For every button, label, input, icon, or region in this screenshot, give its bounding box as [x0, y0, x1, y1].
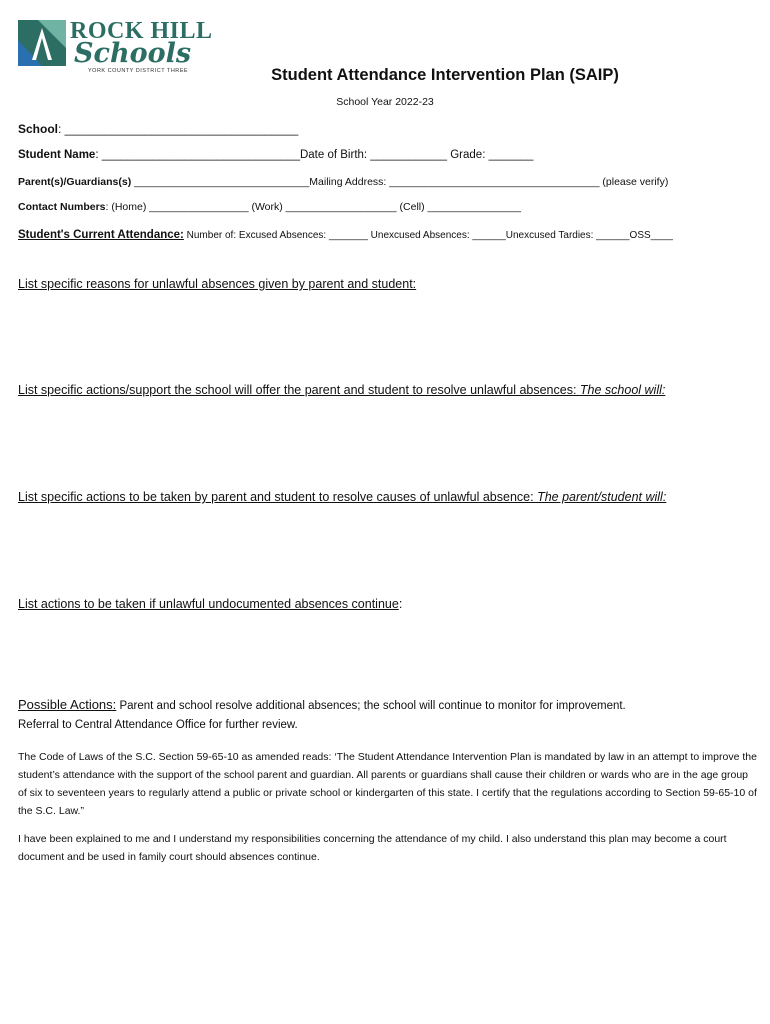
- parent-label: Parent(s)/Guardians(s): [18, 176, 132, 188]
- section-parent-actions-text: List specific actions to be taken by parent and student to resolve causes of unlawful absence:: [18, 490, 538, 504]
- parent-blanks: ______________________________Mailing Address: ____________________________________ (please verify): [131, 176, 669, 188]
- attendance-blanks: Number of: Excused Absences: _______ Unexcused Absences: ______Unexcused Tardies: ______OSS____: [183, 230, 673, 241]
- section-reasons: List specific reasons for unlawful absences given by parent and student:: [18, 277, 417, 291]
- contact-label: Contact Numbers: [18, 201, 106, 213]
- school-blank: : ___________________________________: [58, 122, 299, 136]
- logo-text-schools: Schools: [74, 38, 192, 69]
- school-year: School Year 2022-23: [336, 96, 434, 108]
- law-paragraph: The Code of Laws of the S.C. Section 59-65-10 as amended reads: ‘The Student Attendance Intervention Plan is mandated by law in an attempt to improve the student’s attendance with the support of the school parent and guardian. All parents or guardians shall cause their children or wards who are in the age group of six to seventeen years to regularly attend a public or private school or kindergarten of this state. I certify that the regulations according to Section 59-65-10 of the S.C. Law.”: [18, 751, 757, 817]
- section-school-actions: [18, 383, 665, 397]
- possible-actions: [18, 697, 626, 712]
- section-school-actions-text: List specific actions/support the school will offer the parent and student to resolve unlawful absences:: [18, 383, 580, 397]
- student-name-blanks: : _______________________________Date of Birth: ____________ Grade: _______: [95, 149, 534, 161]
- student-name-label: Student Name: [18, 149, 96, 161]
- contact-field[interactable]: [18, 201, 521, 213]
- section-continue-actions: [18, 597, 402, 611]
- possible-actions-label: Possible Actions:: [18, 697, 117, 712]
- contact-blanks: : (Home) _________________ (Work) ___________________ (Cell) ________________: [105, 201, 521, 213]
- attendance-label: Student's Current Attendance:: [18, 229, 184, 241]
- section-parent-actions: [18, 490, 666, 504]
- document-title: Student Attendance Intervention Plan (SAIP): [271, 66, 619, 84]
- student-name-field[interactable]: [18, 149, 533, 161]
- attendance-field[interactable]: [18, 229, 673, 241]
- logo-subtitle: YORK COUNTY DISTRICT THREE: [88, 68, 189, 74]
- section-continue-actions-text: List actions to be taken if unlawful undocumented absences continue: [18, 597, 399, 611]
- school-field[interactable]: [18, 122, 298, 136]
- school-label: School: [18, 122, 59, 136]
- possible-actions-text: Parent and school resolve additional absences; the school will continue to monitor for improvement.: [116, 700, 626, 712]
- acknowledgement-paragraph: I have been explained to me and I understand my responsibilities concerning the attendance of my child. I also understand this plan may become a court document and be used in family court should absences continue.: [18, 833, 727, 863]
- section-school-actions-italic: The school will:: [579, 383, 666, 397]
- tree-emblem-icon: [18, 20, 66, 66]
- section-parent-actions-italic: The parent/student will:: [537, 490, 667, 504]
- section-continue-colon: :: [398, 597, 403, 611]
- referral-text: Referral to Central Attendance Office for further review.: [18, 719, 298, 731]
- parent-field[interactable]: [18, 176, 668, 188]
- logo-text-rock-hill: ROCK HILL: [70, 18, 213, 44]
